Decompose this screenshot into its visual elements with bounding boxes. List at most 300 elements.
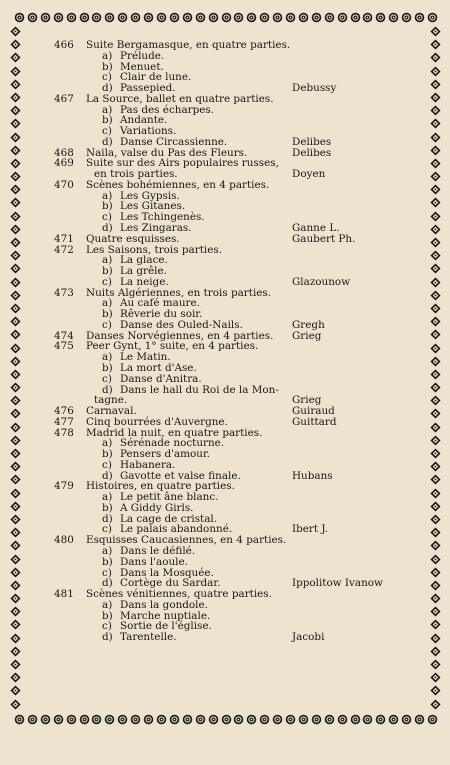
- sub-item-title: Rêverie du soir.: [120, 308, 203, 321]
- rosette-ornament-icon: [14, 12, 25, 23]
- sub-item-title: La glace.: [120, 254, 168, 267]
- rosette-ornament-icon: [259, 714, 270, 725]
- rosette-ornament-icon: [208, 714, 219, 725]
- diamond-ornament-icon: [10, 250, 21, 261]
- composer-name: Doyen: [292, 168, 326, 181]
- diamond-ornament-icon: [430, 633, 441, 644]
- rosette-ornament-icon: [53, 714, 64, 725]
- sub-item-title: Pensers d'amour.: [120, 448, 211, 461]
- left-ornament-border: [8, 26, 22, 710]
- diamond-ornament-icon: [10, 461, 21, 472]
- entry-number: 479: [54, 480, 74, 493]
- sub-item-letter: a): [102, 598, 113, 611]
- sub-item-letter: b): [102, 308, 113, 321]
- sub-item-letter: d): [102, 512, 113, 525]
- sub-item-letter: b): [102, 60, 113, 73]
- entry-number: 474: [54, 329, 74, 342]
- diamond-ornament-icon: [10, 435, 21, 446]
- diamond-ornament-icon: [430, 435, 441, 446]
- sub-item-title: Danse Circassienne.: [120, 135, 228, 148]
- sub-item-title: Danse des Ouled-Nails.: [120, 318, 243, 331]
- rosette-ornament-icon: [272, 714, 283, 725]
- diamond-ornament-icon: [10, 633, 21, 644]
- diamond-ornament-icon: [10, 184, 21, 195]
- diamond-ornament-icon: [430, 593, 441, 604]
- diamond-ornament-icon: [430, 685, 441, 696]
- diamond-ornament-icon: [430, 105, 441, 116]
- entry-title: Cinq bourrées d'Auvergne.: [86, 415, 228, 428]
- rosette-ornament-icon: [350, 12, 361, 23]
- entry-title: Les Saisons, trois parties.: [86, 243, 222, 256]
- diamond-ornament-icon: [430, 619, 441, 630]
- entry-number: 480: [54, 534, 74, 547]
- diamond-ornament-icon: [430, 290, 441, 301]
- entry-title: Naila, valse du Pas des Fleurs.: [86, 146, 248, 159]
- sub-item-letter: b): [102, 114, 113, 127]
- entry-title: Scènes bohémiennes, en 4 parties.: [86, 178, 270, 191]
- diamond-ornament-icon: [430, 237, 441, 248]
- diamond-ornament-icon: [10, 422, 21, 433]
- catalogue-entry: [54, 94, 426, 105]
- sub-item-letter: d): [102, 631, 113, 644]
- rosette-ornament-icon: [66, 714, 77, 725]
- diamond-ornament-icon: [430, 699, 441, 710]
- rosette-ornament-icon: [401, 714, 412, 725]
- rosette-ornament-icon: [337, 12, 348, 23]
- sub-item-title: La grêle.: [120, 265, 167, 278]
- composer-name: Delibes: [292, 146, 332, 159]
- sub-item-title: Danse d'Anitra.: [120, 372, 202, 385]
- rosette-ornament-icon: [156, 714, 167, 725]
- diamond-ornament-icon: [10, 263, 21, 274]
- rosette-ornament-icon: [91, 714, 102, 725]
- sub-item: [54, 632, 426, 643]
- diamond-ornament-icon: [430, 39, 441, 50]
- diamond-ornament-icon: [430, 395, 441, 406]
- rosette-ornament-icon: [388, 714, 399, 725]
- composer-name: Grieg: [292, 329, 322, 342]
- diamond-ornament-icon: [10, 277, 21, 288]
- composer-name: Guittard: [292, 415, 337, 428]
- rosette-ornament-icon: [233, 714, 244, 725]
- rosette-ornament-icon: [117, 714, 128, 725]
- rosette-ornament-icon: [195, 714, 206, 725]
- sub-item-letter: a): [102, 297, 113, 310]
- entry-title-continuation: en trois parties.: [94, 168, 178, 181]
- diamond-ornament-icon: [430, 171, 441, 182]
- entry-number: 476: [54, 405, 74, 418]
- rosette-ornament-icon: [53, 12, 64, 23]
- sub-item-letter: b): [102, 501, 113, 514]
- sub-item-text: [102, 632, 177, 643]
- diamond-ornament-icon: [10, 303, 21, 314]
- diamond-ornament-icon: [430, 567, 441, 578]
- rosette-ornament-icon: [14, 714, 25, 725]
- rosette-ornament-icon: [117, 12, 128, 23]
- sub-item-title: Marche nuptiale.: [120, 609, 211, 622]
- diamond-ornament-icon: [430, 197, 441, 208]
- diamond-ornament-icon: [10, 224, 21, 235]
- diamond-ornament-icon: [10, 514, 21, 525]
- sub-item-text: [102, 277, 169, 288]
- diamond-ornament-icon: [430, 606, 441, 617]
- rosette-ornament-icon: [143, 12, 154, 23]
- entry-number: 477: [54, 415, 74, 428]
- diamond-ornament-icon: [430, 369, 441, 380]
- rosette-ornament-icon: [91, 12, 102, 23]
- diamond-ornament-icon: [430, 659, 441, 670]
- diamond-ornament-icon: [10, 356, 21, 367]
- rosette-ornament-icon: [66, 12, 77, 23]
- sub-item-title: La cage de cristal.: [120, 512, 218, 525]
- diamond-ornament-icon: [10, 606, 21, 617]
- rosette-ornament-icon: [414, 714, 425, 725]
- diamond-ornament-icon: [10, 685, 21, 696]
- entry-number: 471: [54, 232, 74, 245]
- sub-item-letter: d): [102, 383, 113, 396]
- sub-item-text: [102, 385, 279, 396]
- diamond-ornament-icon: [10, 105, 21, 116]
- sub-item-letter: b): [102, 200, 113, 213]
- diamond-ornament-icon: [430, 316, 441, 327]
- sub-item-title: Variations.: [120, 125, 177, 138]
- diamond-ornament-icon: [430, 580, 441, 591]
- sub-item-title: Andante.: [120, 114, 168, 127]
- composer-name: Hubans: [292, 469, 333, 482]
- diamond-ornament-icon: [10, 316, 21, 327]
- diamond-ornament-icon: [10, 540, 21, 551]
- entry-number: 472: [54, 243, 74, 256]
- sub-item-letter: c): [102, 566, 112, 579]
- entry-number: 468: [54, 146, 74, 159]
- rosette-ornament-icon: [221, 714, 232, 725]
- diamond-ornament-icon: [10, 290, 21, 301]
- rosette-ornament-icon: [40, 714, 51, 725]
- diamond-ornament-icon: [430, 26, 441, 37]
- sub-item-title: Les Gypsis.: [120, 189, 180, 202]
- entry-number: 473: [54, 286, 74, 299]
- rosette-ornament-icon: [130, 714, 141, 725]
- diamond-ornament-icon: [430, 66, 441, 77]
- rosette-ornament-icon: [362, 714, 373, 725]
- diamond-ornament-icon: [10, 408, 21, 419]
- diamond-ornament-icon: [430, 343, 441, 354]
- composer-name: Delibes: [292, 135, 332, 148]
- sub-item-letter: a): [102, 544, 113, 557]
- rosette-ornament-icon: [169, 12, 180, 23]
- sub-item-title: Dans l'aoule.: [120, 555, 188, 568]
- rosette-ornament-icon: [388, 12, 399, 23]
- diamond-ornament-icon: [10, 672, 21, 683]
- rosette-ornament-icon: [27, 714, 38, 725]
- sub-item-letter: c): [102, 620, 112, 633]
- sub-item: [54, 51, 426, 62]
- diamond-ornament-icon: [430, 303, 441, 314]
- sub-item-title: Dans la gondole.: [120, 598, 208, 611]
- diamond-ornament-icon: [430, 474, 441, 485]
- rosette-ornament-icon: [104, 714, 115, 725]
- composer-name: Ibert J.: [292, 523, 329, 536]
- entry-title: La Source, ballet en quatre parties.: [86, 92, 274, 105]
- rosette-ornament-icon: [362, 12, 373, 23]
- sub-item-letter: b): [102, 448, 113, 461]
- sub-item-title: Clair de lune.: [120, 71, 192, 84]
- diamond-ornament-icon: [10, 659, 21, 670]
- rosette-ornament-icon: [324, 12, 335, 23]
- diamond-ornament-icon: [10, 66, 21, 77]
- diamond-ornament-icon: [430, 501, 441, 512]
- rosette-ornament-icon: [79, 714, 90, 725]
- sub-item-title: Au café maure.: [120, 297, 200, 310]
- rosette-ornament-icon: [337, 714, 348, 725]
- sub-item-title: Cortège du Sardar.: [120, 577, 221, 590]
- sub-item-letter: c): [102, 71, 112, 84]
- entry-title: Nuits Algériennes, en trois parties.: [86, 286, 272, 299]
- sub-item-title: Pas des écharpes.: [120, 103, 215, 116]
- entry-number: 478: [54, 426, 74, 439]
- sub-item-title: Dans le hall du Roi de la Mon-: [120, 383, 279, 396]
- diamond-ornament-icon: [10, 26, 21, 37]
- diamond-ornament-icon: [10, 52, 21, 63]
- rosette-ornament-icon: [259, 12, 270, 23]
- diamond-ornament-icon: [430, 158, 441, 169]
- rosette-ornament-icon: [401, 12, 412, 23]
- entry-title-continuation: tagne.: [94, 394, 128, 407]
- rosette-ornament-icon: [427, 12, 438, 23]
- sub-item-letter: a): [102, 437, 113, 450]
- bottom-ornament-border: [14, 712, 438, 726]
- entry-title: Peer Gynt, 1° suite, en 4 parties.: [86, 340, 259, 353]
- diamond-ornament-icon: [10, 171, 21, 182]
- sub-item-letter: b): [102, 555, 113, 568]
- sub-item-letter: a): [102, 254, 113, 267]
- diamond-ornament-icon: [430, 356, 441, 367]
- rosette-ornament-icon: [104, 12, 115, 23]
- sub-item-title: Les Gitanes.: [120, 200, 186, 213]
- composer-name: Debussy: [292, 82, 337, 95]
- rosette-ornament-icon: [169, 714, 180, 725]
- composer-name: Ippolitow Ivanow: [292, 577, 383, 590]
- diamond-ornament-icon: [10, 79, 21, 90]
- sub-item-letter: b): [102, 609, 113, 622]
- sub-item-title: La mort d'Ase.: [120, 361, 197, 374]
- sub-item-letter: d): [102, 82, 113, 95]
- sub-item-title: A Giddy Girls.: [120, 501, 194, 514]
- rosette-ornament-icon: [143, 714, 154, 725]
- diamond-ornament-icon: [430, 132, 441, 143]
- rosette-ornament-icon: [182, 12, 193, 23]
- sub-item-title: Le petit âne blanc.: [120, 491, 219, 504]
- rosette-ornament-icon: [414, 12, 425, 23]
- sub-item-letter: d): [102, 222, 113, 235]
- rosette-ornament-icon: [298, 714, 309, 725]
- sub-item-letter: d): [102, 469, 113, 482]
- diamond-ornament-icon: [430, 554, 441, 565]
- sub-item-title: Sérénade nocturne.: [120, 437, 225, 450]
- entry-title: Suite Bergamasque, en quatre parties.: [86, 39, 291, 51]
- diamond-ornament-icon: [10, 474, 21, 485]
- entry-number: 481: [54, 588, 74, 601]
- sub-item-letter: c): [102, 523, 112, 536]
- diamond-ornament-icon: [430, 92, 441, 103]
- diamond-ornament-icon: [10, 211, 21, 222]
- rosette-ornament-icon: [27, 12, 38, 23]
- sub-item-letter: c): [102, 318, 112, 331]
- diamond-ornament-icon: [430, 329, 441, 340]
- diamond-ornament-icon: [10, 593, 21, 604]
- sub-item-letter: d): [102, 135, 113, 148]
- diamond-ornament-icon: [10, 369, 21, 380]
- rosette-ornament-icon: [285, 12, 296, 23]
- rosette-ornament-icon: [195, 12, 206, 23]
- sub-item-letter: b): [102, 361, 113, 374]
- diamond-ornament-icon: [430, 145, 441, 156]
- sub-item-title: Gavotte et valse finale.: [120, 469, 241, 482]
- diamond-ornament-icon: [10, 197, 21, 208]
- composer-name: Guiraud: [292, 405, 335, 418]
- sub-item-title: Tarentelle.: [120, 631, 177, 644]
- diamond-ornament-icon: [430, 184, 441, 195]
- diamond-ornament-icon: [430, 52, 441, 63]
- rosette-ornament-icon: [182, 714, 193, 725]
- diamond-ornament-icon: [10, 646, 21, 657]
- diamond-ornament-icon: [10, 39, 21, 50]
- diamond-ornament-icon: [430, 79, 441, 90]
- diamond-ornament-icon: [10, 448, 21, 459]
- diamond-ornament-icon: [430, 382, 441, 393]
- composer-name: Glazounow: [292, 275, 351, 288]
- diamond-ornament-icon: [430, 422, 441, 433]
- top-ornament-border: [14, 10, 438, 24]
- diamond-ornament-icon: [430, 277, 441, 288]
- rosette-ornament-icon: [156, 12, 167, 23]
- right-ornament-border: [428, 26, 442, 710]
- diamond-ornament-icon: [10, 132, 21, 143]
- diamond-ornament-icon: [10, 329, 21, 340]
- rosette-ornament-icon: [324, 714, 335, 725]
- diamond-ornament-icon: [10, 145, 21, 156]
- rosette-ornament-icon: [427, 714, 438, 725]
- entry-title: Danses Norvégiennes, en 4 parties.: [86, 329, 274, 342]
- sub-item-title: Les Tchingenès.: [120, 211, 205, 224]
- entry-title: Scènes vénitiennes, quatre parties.: [86, 588, 272, 601]
- diamond-ornament-icon: [10, 343, 21, 354]
- diamond-ornament-icon: [10, 527, 21, 538]
- sub-item-letter: a): [102, 49, 113, 62]
- sub-item-title: Menuet.: [120, 60, 164, 73]
- diamond-ornament-icon: [430, 211, 441, 222]
- rosette-ornament-icon: [285, 714, 296, 725]
- sub-item-title: Sortie de l'église.: [120, 620, 212, 633]
- diamond-ornament-icon: [430, 224, 441, 235]
- sub-item: [54, 277, 426, 288]
- sub-item-title: Le palais abandonné.: [120, 523, 233, 536]
- sub-item-letter: d): [102, 577, 113, 590]
- sub-item-title: Dans le défilé.: [120, 544, 196, 557]
- sub-item-title: Passepied.: [120, 82, 176, 95]
- rosette-ornament-icon: [375, 714, 386, 725]
- sub-item-letter: a): [102, 189, 113, 202]
- sub-item-letter: c): [102, 125, 112, 138]
- rosette-ornament-icon: [311, 714, 322, 725]
- diamond-ornament-icon: [430, 461, 441, 472]
- sub-item: [54, 600, 426, 611]
- entry-title: Carnaval.: [86, 405, 137, 418]
- rosette-ornament-icon: [272, 12, 283, 23]
- entry-title: Madrid la nuit, en quatre parties.: [86, 426, 263, 439]
- sub-item-letter: b): [102, 265, 113, 278]
- entry-number: 475: [54, 340, 74, 353]
- entry-number: 467: [54, 92, 74, 105]
- sub-item-letter: c): [102, 275, 112, 288]
- diamond-ornament-icon: [430, 118, 441, 129]
- diamond-ornament-icon: [10, 619, 21, 630]
- diamond-ornament-icon: [430, 672, 441, 683]
- sub-item-letter: a): [102, 103, 113, 116]
- diamond-ornament-icon: [10, 237, 21, 248]
- rosette-ornament-icon: [375, 12, 386, 23]
- diamond-ornament-icon: [10, 699, 21, 710]
- entry-number: 469: [54, 157, 74, 170]
- sub-item-title: Les Zingaras.: [120, 222, 192, 235]
- sub-item-title: Habanera.: [120, 458, 176, 471]
- rosette-ornament-icon: [233, 12, 244, 23]
- rosette-ornament-icon: [208, 12, 219, 23]
- catalogue-entry: [54, 234, 426, 245]
- entry-title: Suite sur des Airs populaires russes,: [86, 157, 279, 170]
- entry-title: Esquisses Caucasiennes, en 4 parties.: [86, 534, 287, 547]
- entry-number: 466: [54, 39, 74, 51]
- rosette-ornament-icon: [311, 12, 322, 23]
- diamond-ornament-icon: [10, 580, 21, 591]
- diamond-ornament-icon: [10, 488, 21, 499]
- rosette-ornament-icon: [40, 12, 51, 23]
- catalogue-list: [54, 40, 426, 643]
- entry-number: 470: [54, 178, 74, 191]
- diamond-ornament-icon: [10, 567, 21, 578]
- rosette-ornament-icon: [221, 12, 232, 23]
- diamond-ornament-icon: [430, 646, 441, 657]
- diamond-ornament-icon: [430, 263, 441, 274]
- rosette-ornament-icon: [246, 12, 257, 23]
- diamond-ornament-icon: [430, 514, 441, 525]
- diamond-ornament-icon: [430, 408, 441, 419]
- rosette-ornament-icon: [246, 714, 257, 725]
- sub-item-letter: c): [102, 372, 112, 385]
- entry-title: Histoires, en quatre parties.: [86, 480, 235, 493]
- sub-item-letter: c): [102, 458, 112, 471]
- diamond-ornament-icon: [10, 554, 21, 565]
- sub-item-title: Prélude.: [120, 49, 165, 62]
- sub-item-title: Le Matin.: [120, 351, 171, 364]
- rosette-ornament-icon: [298, 12, 309, 23]
- entry-title: Quatre esquisses.: [86, 232, 180, 245]
- composer-name: Gaubert Ph.: [292, 232, 356, 245]
- composer-name: Grieg: [292, 394, 322, 407]
- catalogue-entry: [54, 417, 426, 428]
- sub-item-letter: c): [102, 211, 112, 224]
- sub-item-title: Dans la Mosquée.: [120, 566, 214, 579]
- diamond-ornament-icon: [430, 540, 441, 551]
- rosette-ornament-icon: [350, 714, 361, 725]
- sub-item-letter: a): [102, 351, 113, 364]
- diamond-ornament-icon: [430, 527, 441, 538]
- diamond-ornament-icon: [10, 118, 21, 129]
- rosette-ornament-icon: [130, 12, 141, 23]
- diamond-ornament-icon: [430, 250, 441, 261]
- diamond-ornament-icon: [430, 448, 441, 459]
- diamond-ornament-icon: [430, 488, 441, 499]
